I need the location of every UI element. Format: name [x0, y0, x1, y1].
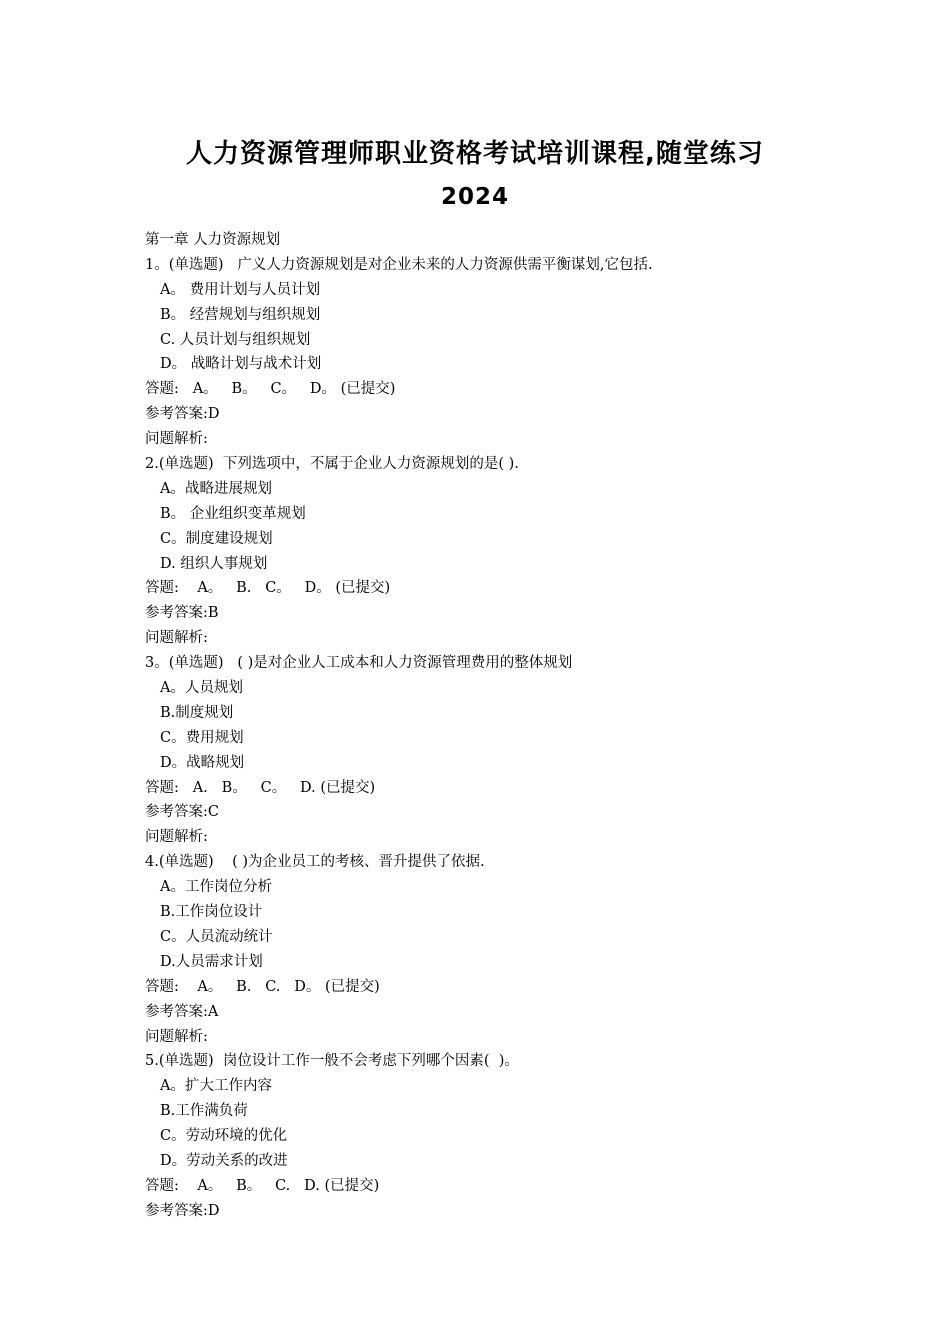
document-title-year: 2024: [440, 184, 509, 210]
option-d: D。战略规划: [160, 754, 245, 771]
reference-answer: 参考答案:A: [145, 1003, 219, 1020]
option-b: B。 经营规划与组织规划: [160, 306, 321, 323]
answer-line: 答题: A。 B。 C. D. (已提交): [145, 1177, 380, 1194]
option-c: C。费用规划: [160, 729, 244, 746]
option-c: C。劳动环境的优化: [160, 1128, 288, 1145]
option-c: C。制度建设规划: [160, 530, 273, 547]
analysis-label: 问题解析:: [145, 829, 208, 846]
analysis-label: 问题解析:: [145, 1028, 208, 1045]
answer-line: 答题: A。 B. C。 D。 (已提交): [145, 580, 391, 597]
option-d: D。劳动关系的改进: [160, 1152, 288, 1169]
option-c: C。人员流动统计: [160, 928, 273, 945]
option-a: A。扩大工作内容: [160, 1078, 272, 1095]
option-b: B.制度规划: [160, 704, 234, 721]
reference-answer: 参考答案:B: [145, 605, 219, 622]
option-b: B。 企业组织变革规划: [160, 505, 306, 522]
option-a: A。战略进展规划: [160, 480, 272, 497]
question-list: [145, 228, 865, 1224]
question-stem: 5.(单选题) 岗位设计工作一般不会考虑下列哪个因素( )。: [145, 1053, 519, 1070]
option-d: D.人员需求计划: [160, 953, 263, 970]
answer-line: 答题: A。 B。 C。 D。 (已提交): [145, 381, 396, 398]
analysis-label: 问题解析:: [145, 431, 208, 448]
question-stem: 1。(单选题) 广义人力资源规划是对企业未来的人力资源供需平衡谋划,它包括.: [145, 256, 653, 273]
reference-answer: 参考答案:C: [145, 804, 219, 821]
answer-line: 答题: A。 B. C. D。 (已提交): [145, 978, 380, 995]
option-a: A。 费用计划与人员计划: [160, 281, 321, 298]
option-a: A。人员规划: [160, 680, 243, 697]
reference-answer: 参考答案:D: [145, 1202, 220, 1219]
option-b: B.工作岗位设计: [160, 904, 263, 921]
option-d: D. 组织人事规划: [160, 555, 268, 572]
question-stem: 3。(单选题) ( )是对企业人工成本和人力资源管理费用的整体规划: [145, 655, 573, 672]
analysis-label: 问题解析:: [145, 630, 208, 647]
option-d: D。 战略计划与战术计划: [160, 356, 322, 373]
question-stem: 2.(单选题) 下列选项中，不属于企业人力资源规划的是( ).: [145, 456, 519, 473]
option-c: C. 人员计划与组织规划: [160, 331, 311, 348]
reference-answer: 参考答案:D: [145, 406, 220, 423]
answer-line: 答题: A. B。 C。 D. (已提交): [145, 779, 376, 796]
option-a: A。工作岗位分析: [160, 879, 272, 896]
question-stem: 4.(单选题) ( )为企业员工的考核、晋升提供了依据.: [145, 854, 485, 871]
chapter-heading: 第一章 人力资源规划: [145, 232, 281, 248]
option-b: B.工作满负荷: [160, 1103, 248, 1120]
document-title: 人力资源管理师职业资格考试培训课程,随堂练习: [186, 139, 764, 169]
